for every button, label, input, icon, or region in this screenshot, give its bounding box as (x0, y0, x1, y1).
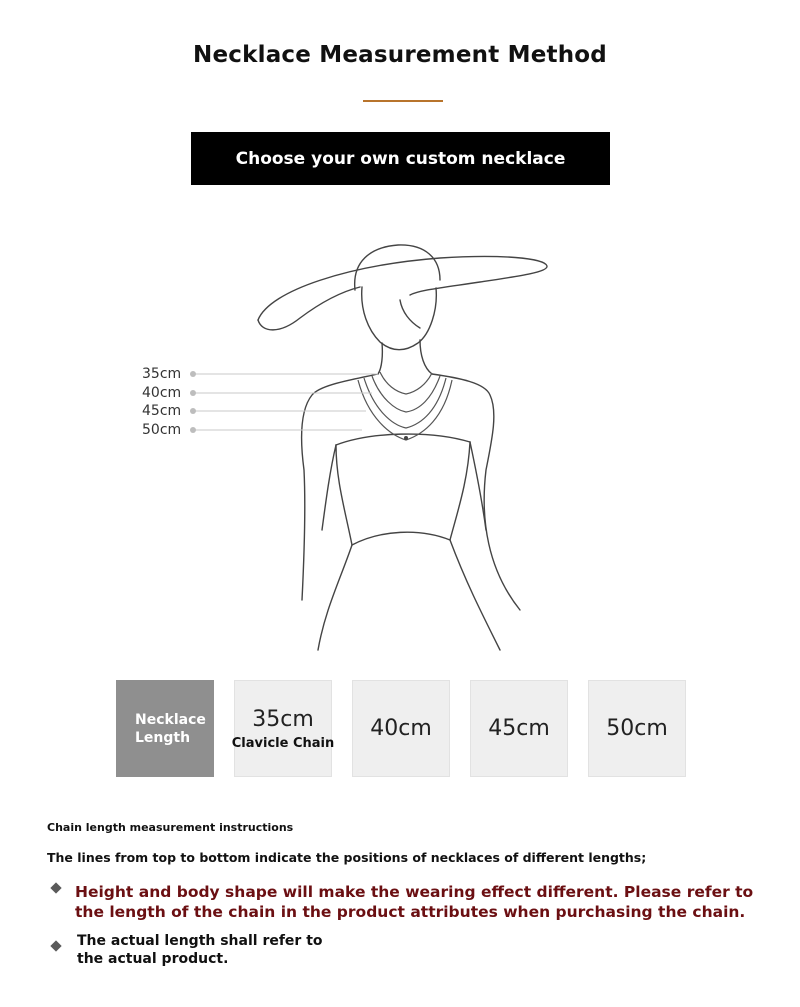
length-option-note: Clavicle Chain (231, 735, 335, 751)
length-option-40cm[interactable] (352, 680, 450, 777)
diamond-bullet-icon (50, 882, 61, 893)
length-label-45: 45cm (142, 403, 182, 419)
length-option-value: 40cm (370, 716, 432, 741)
instructions-note-black: The actual length shall refer to the actual product. (77, 933, 323, 967)
instructions-title: Chain length measurement instructions (47, 821, 294, 834)
length-option-35cm[interactable] (231, 680, 335, 777)
custom-necklace-banner[interactable]: Choose your own custom necklace (191, 132, 610, 185)
length-option-45cm[interactable] (470, 680, 568, 777)
length-option-value: 35cm (252, 706, 314, 732)
length-label-50: 50cm (142, 422, 182, 438)
length-option-value: 45cm (488, 716, 550, 741)
length-label-35: 35cm (142, 366, 182, 382)
instructions-line: The lines from top to bottom indicate the positions of necklaces of different lengths; (47, 850, 647, 865)
page-title: Necklace Measurement Method (193, 42, 607, 68)
length-option-value: 50cm (606, 716, 668, 741)
necklace-length-header (116, 680, 214, 777)
instructions-note-red: Height and body shape will make the wearing effect different. Please refer to the length of the chain in the product attributes when purchasing the chain. (75, 883, 754, 921)
woman-necklace-illustration (130, 240, 570, 660)
title-underline (363, 100, 443, 102)
diamond-bullet-icon (50, 940, 61, 951)
necklace-length-header-text: Necklace Length (135, 711, 206, 746)
length-label-40: 40cm (142, 385, 182, 401)
length-option-50cm[interactable] (588, 680, 686, 777)
